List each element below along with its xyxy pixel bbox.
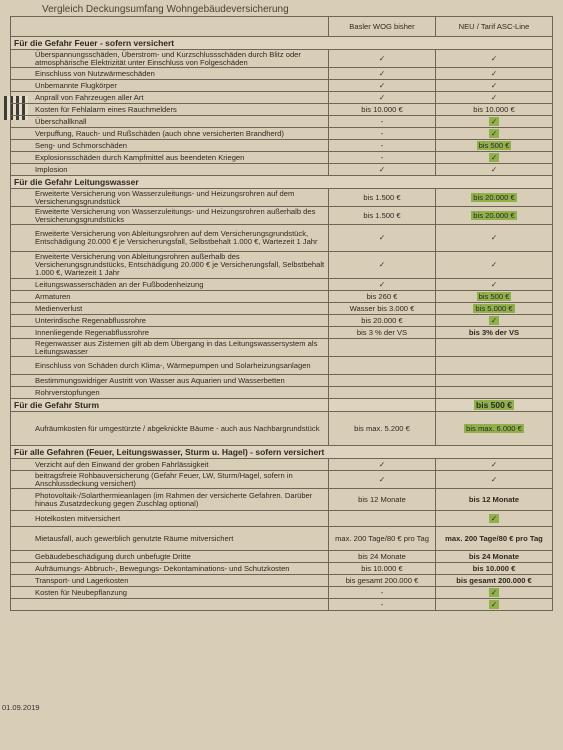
basler-value: ✓ — [329, 459, 436, 471]
comparison-table — [10, 16, 553, 611]
neu-value: ✓ — [436, 252, 553, 279]
neu-value — [436, 152, 553, 164]
table-row — [11, 375, 553, 387]
neu-value — [436, 375, 553, 387]
basler-value — [329, 339, 436, 357]
basler-value: bis 12 Monate — [329, 489, 436, 511]
basler-value: bis 10.000 € — [329, 104, 436, 116]
neu-value: bis 3% der VS — [436, 327, 553, 339]
row-label: Erweiterte Versicherung von Wasserzuleitungs- und Heizungsrohren auf dem Versicherungsgrundstück — [11, 189, 329, 207]
table-row — [11, 152, 553, 164]
basler-value: - — [329, 116, 436, 128]
section-header-row — [11, 399, 553, 412]
basler-value: ✓ — [329, 252, 436, 279]
table-row — [11, 327, 553, 339]
row-label: Kosten für Neubepflanzung — [11, 587, 329, 599]
neu-value — [436, 599, 553, 611]
table-row — [11, 471, 553, 489]
table-row — [11, 50, 553, 68]
neu-value: ✓ — [436, 225, 553, 252]
table-row — [11, 489, 553, 511]
table-row — [11, 339, 553, 357]
neu-value — [436, 339, 553, 357]
table-row — [11, 140, 553, 152]
basler-value: bis 260 € — [329, 291, 436, 303]
row-label: Einschluss von Schäden durch Klima-, Wärmepumpen und Solarheizungsanlagen — [11, 357, 329, 375]
table-row — [11, 599, 553, 611]
row-label: Innenliegende Regenabflussrohre — [11, 327, 329, 339]
neu-value: ✓ — [436, 92, 553, 104]
basler-value: - — [329, 599, 436, 611]
row-label: Armaturen — [11, 291, 329, 303]
basler-value: ✓ — [329, 279, 436, 291]
basler-value — [329, 375, 436, 387]
section-header-row — [11, 176, 553, 189]
document-date: 01.09.2019 — [2, 703, 40, 712]
row-label: Kosten für Fehlalarm eines Rauchmelders — [11, 104, 329, 116]
table-row — [11, 68, 553, 80]
row-label: Seng- und Schmorschäden — [11, 140, 329, 152]
row-label: Überschallknall — [11, 116, 329, 128]
header-empty-cell — [11, 17, 329, 37]
table-row — [11, 527, 553, 551]
table-row — [11, 116, 553, 128]
row-label: Mietausfall, auch gewerblich genutzte Räume mitversichert — [11, 527, 329, 551]
neu-value — [436, 511, 553, 527]
neu-value: bis 10.000 € — [436, 563, 553, 575]
row-label: Verzicht auf den Einwand der groben Fahrlässigkeit — [11, 459, 329, 471]
row-label: Unterirdische Regenabflussrohre — [11, 315, 329, 327]
highlight-value: ✓ — [490, 587, 498, 597]
section-header-row — [11, 37, 553, 50]
table-row — [11, 315, 553, 327]
basler-value: bis max. 5.200 € — [329, 412, 436, 446]
table-row — [11, 357, 553, 375]
basler-value: ✓ — [329, 471, 436, 489]
basler-value: bis gesamt 200.000 € — [329, 575, 436, 587]
row-label: Leitungswasserschäden an der Fußbodenheizung — [11, 279, 329, 291]
basler-value — [329, 511, 436, 527]
basler-value: bis 24 Monate — [329, 551, 436, 563]
basler-value: ✓ — [329, 50, 436, 68]
neu-value — [436, 207, 553, 225]
highlight-value: bis max. 6.000 € — [466, 423, 522, 433]
row-label: Überspannungsschäden, Überstrom- und Kurzschlussschäden durch Blitz oder atmosphärische Elektrizität unter Einschluss von Folgeschäden — [11, 50, 329, 68]
neu-value — [436, 587, 553, 599]
row-label: Medienverlust — [11, 303, 329, 315]
row-label: Bestimmungswidriger Austritt von Wasser aus Aquarien und Wasserbetten — [11, 375, 329, 387]
section-title: Für die Gefahr Feuer - sofern versichert — [11, 37, 553, 50]
neu-value: bis 10.000 € — [436, 104, 553, 116]
highlight-value: ✓ — [490, 599, 498, 609]
table-row — [11, 575, 553, 587]
basler-value: ✓ — [329, 92, 436, 104]
table-row — [11, 511, 553, 527]
table-row — [11, 92, 553, 104]
table-row — [11, 387, 553, 399]
neu-value — [436, 140, 553, 152]
basler-value: Wasser bis 3.000 € — [329, 303, 436, 315]
table-row — [11, 459, 553, 471]
table-row — [11, 225, 553, 252]
document-title: Vergleich Deckungsumfang Wohngebäudeversicherung — [42, 4, 289, 15]
basler-value: - — [329, 152, 436, 164]
empty-cell — [329, 399, 436, 412]
neu-value — [436, 189, 553, 207]
section-title: Für alle Gefahren (Feuer, Leitungswasser, Sturm u. Hagel) - sofern versichert — [11, 446, 553, 459]
row-label: Erweiterte Versicherung von Ableitungsrohren auf dem Versicherungsgrundstück, Entschädigung 20.000 € je Versicherungsfall, Selbstbehalt 1.000 €, Wartezeit 1 Jahr — [11, 225, 329, 252]
basler-value: max. 200 Tage/80 € pro Tag — [329, 527, 436, 551]
table-row — [11, 291, 553, 303]
neu-value: bis gesamt 200.000 € — [436, 575, 553, 587]
neu-value — [436, 399, 553, 412]
table-row — [11, 303, 553, 315]
neu-value — [436, 387, 553, 399]
table-row — [11, 164, 553, 176]
neu-value — [436, 357, 553, 375]
table-row — [11, 207, 553, 225]
neu-value — [436, 315, 553, 327]
row-label — [11, 599, 329, 611]
highlight-value: bis 500 € — [476, 400, 512, 410]
table-row — [11, 412, 553, 446]
table-row — [11, 587, 553, 599]
row-label: Hotelkosten mitversichert — [11, 511, 329, 527]
basler-value: bis 3 % der VS — [329, 327, 436, 339]
table-row — [11, 80, 553, 92]
table-row — [11, 128, 553, 140]
basler-value: bis 1.500 € — [329, 207, 436, 225]
neu-value: ✓ — [436, 50, 553, 68]
basler-value: bis 10.000 € — [329, 563, 436, 575]
row-label: Einschluss von Nutzwärmeschäden — [11, 68, 329, 80]
neu-value: ✓ — [436, 164, 553, 176]
section-header-row — [11, 446, 553, 459]
table-row — [11, 189, 553, 207]
neu-value — [436, 116, 553, 128]
row-label: Erweiterte Versicherung von Wasserzuleitungs- und Heizungsrohren außerhalb des Versicherungsgrundstücks — [11, 207, 329, 225]
neu-value: ✓ — [436, 279, 553, 291]
row-label: Photovoltaik-/Solarthermieanlagen (im Rahmen der versicherte Gefahren. Darüber hinaus Zusatzdeckung gegen Zuschlag optional) — [11, 489, 329, 511]
table-row — [11, 563, 553, 575]
highlight-value: ✓ — [490, 128, 498, 138]
row-label: Verpuffung, Rauch- und Rußschäden (auch ohne versicherten Brandherd) — [11, 128, 329, 140]
basler-value: ✓ — [329, 164, 436, 176]
neu-value: ✓ — [436, 459, 553, 471]
highlight-value: ✓ — [490, 315, 498, 325]
neu-value: ✓ — [436, 471, 553, 489]
neu-value: ✓ — [436, 68, 553, 80]
section-title: Für die Gefahr Leitungswasser — [11, 176, 553, 189]
neu-value: max. 200 Tage/80 € pro Tag — [436, 527, 553, 551]
row-label: beitragsfreie Rohbauversicherung (Gefahr Feuer, LW, Sturm/Hagel, sofern in Anschlussdeckung versichert) — [11, 471, 329, 489]
basler-value — [329, 357, 436, 375]
header-neu: NEU / Tarif ASC-Line — [436, 17, 553, 37]
highlight-value: ✓ — [490, 152, 498, 162]
neu-value: bis 24 Monate — [436, 551, 553, 563]
highlight-value: ✓ — [490, 116, 498, 126]
table-row — [11, 252, 553, 279]
header-basler: Basler WOG bisher — [329, 17, 436, 37]
row-label: Erweiterte Versicherung von Ableitungsrohren außerhalb des Versicherungsgrundstücks, Entschädigung 20.000 € je Versicherungsfall, Selbstbehalt 1.000 €, Wartezeit 1 Jahr — [11, 252, 329, 279]
row-label: Aufräumkosten für umgestürzte / abgeknickte Bäume - auch aus Nachbargrundstück — [11, 412, 329, 446]
basler-value: - — [329, 128, 436, 140]
table-row — [11, 279, 553, 291]
row-label: Transport- und Lagerkosten — [11, 575, 329, 587]
highlight-value: bis 20.000 € — [473, 192, 515, 202]
basler-value: ✓ — [329, 225, 436, 252]
table-row — [11, 104, 553, 116]
table-header-row — [11, 17, 553, 37]
basler-value: ✓ — [329, 68, 436, 80]
row-label: Aufräumungs- Abbruch-, Bewegungs- Dekontaminations- und Schutzkosten — [11, 563, 329, 575]
basler-value: bis 1.500 € — [329, 189, 436, 207]
section-title: Für die Gefahr Sturm — [11, 399, 329, 412]
basler-value: ✓ — [329, 80, 436, 92]
highlight-value: bis 500 € — [478, 291, 510, 301]
row-label: Explosionsschäden durch Kampfmittel aus beendeten Kriegen — [11, 152, 329, 164]
basler-value: bis 20.000 € — [329, 315, 436, 327]
basler-value — [329, 387, 436, 399]
neu-value: bis 12 Monate — [436, 489, 553, 511]
highlight-value: ✓ — [490, 513, 498, 523]
table-body — [11, 17, 553, 611]
highlight-value: bis 500 € — [478, 140, 510, 150]
neu-value — [436, 412, 553, 446]
basler-value: - — [329, 587, 436, 599]
row-label: Rohrverstopfungen — [11, 387, 329, 399]
neu-value: ✓ — [436, 80, 553, 92]
highlight-value: bis 5.000 € — [475, 303, 513, 313]
row-label: Gebäudebeschädigung durch unbefugte Dritte — [11, 551, 329, 563]
highlight-value: bis 20.000 € — [473, 210, 515, 220]
table-row — [11, 551, 553, 563]
row-label: Implosion — [11, 164, 329, 176]
row-label: Regenwasser aus Zisternen gilt ab dem Übergang in das Leitungswassersystem als Leitungswasser — [11, 339, 329, 357]
basler-value: - — [329, 140, 436, 152]
neu-value — [436, 128, 553, 140]
row-label: Unbemannte Flugkörper — [11, 80, 329, 92]
neu-value — [436, 291, 553, 303]
neu-value — [436, 303, 553, 315]
row-label: Anprall von Fahrzeugen aller Art — [11, 92, 329, 104]
